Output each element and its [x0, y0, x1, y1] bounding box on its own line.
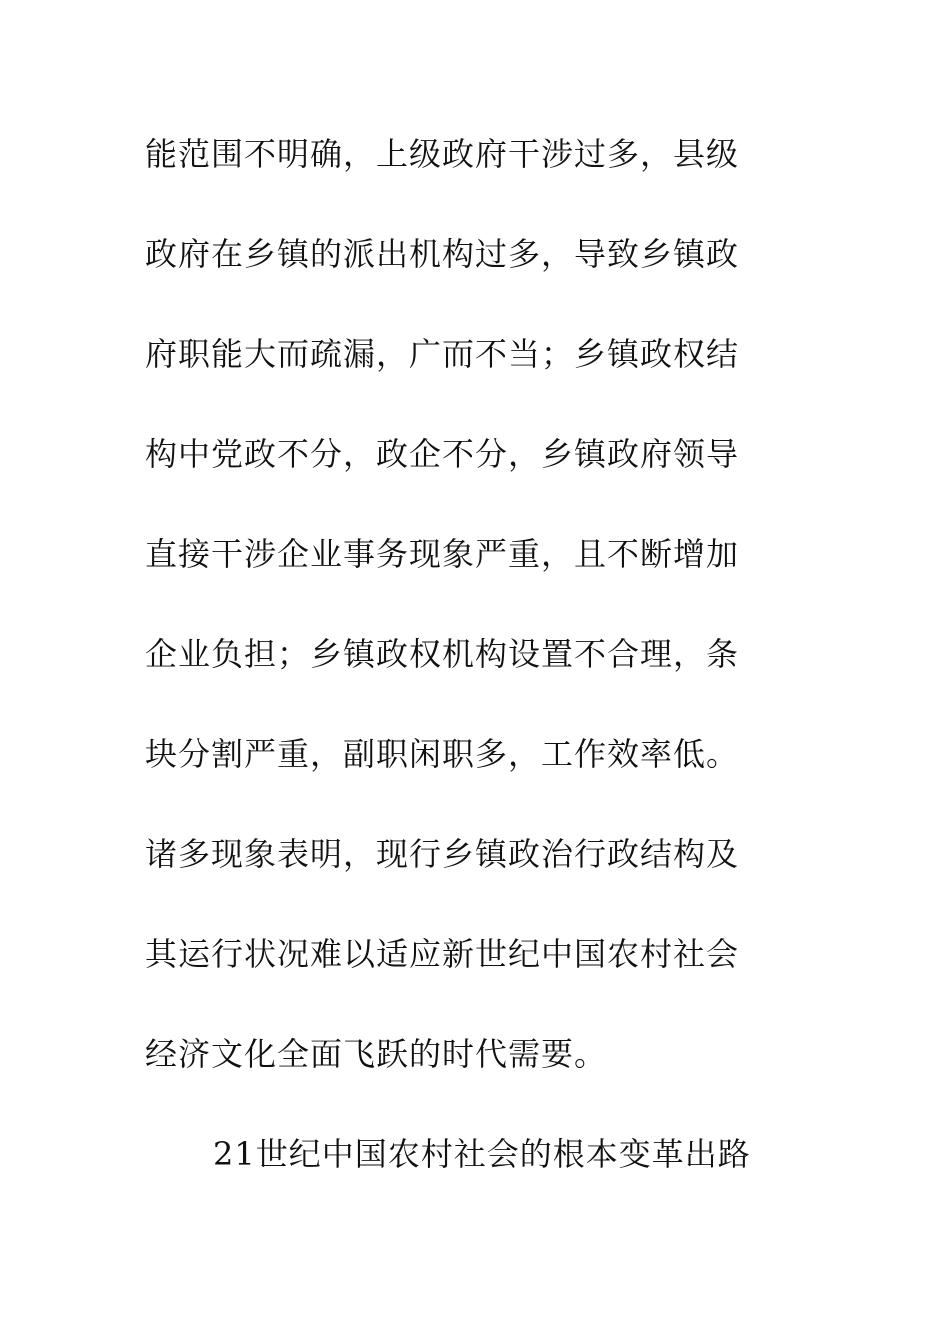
- text-line-4: 构中党政不分，政企不分，乡镇政府领导: [145, 435, 740, 473]
- text-line-1: 能范围不明确，上级政府干涉过多，县级: [145, 135, 740, 173]
- text-line-3: 府职能大而疏漏，广而不当；乡镇政权结: [145, 335, 740, 373]
- section-heading: 21世纪中国农村社会的根本变革出路: [213, 1135, 751, 1173]
- text-line-7: 块分割严重，副职闲职多，工作效率低。: [145, 735, 740, 773]
- text-line-2: 政府在乡镇的派出机构过多，导致乡镇政: [145, 235, 740, 273]
- body-text: [145, 124, 785, 1224]
- text-line-9: 其运行状况难以适应新世纪中国农村社会: [145, 935, 740, 973]
- text-line-5: 直接干涉企业事务现象严重，且不断增加: [145, 535, 740, 573]
- text-line-6: 企业负担；乡镇政权机构设置不合理，条: [145, 635, 740, 673]
- text-line-8: 诸多现象表明，现行乡镇政治行政结构及: [145, 835, 740, 873]
- text-line-10: 经济文化全面飞跃的时代需要。: [145, 1035, 608, 1073]
